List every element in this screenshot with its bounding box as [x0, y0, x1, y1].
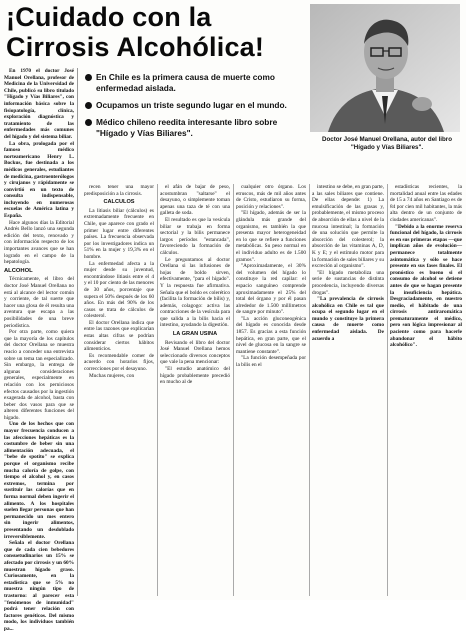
left-paragraph: Señala el doctor Orellana que de cada cien bebedores consuetudinarios un 15% se afectado por cirrosis y un 60% muestran hígado graso. Curiosamente, en la estadística que se 5% no muestra ningún tipo de trastorno: al parecer esta "fenómenos de inmunidad" podrá tener relación con factores genéticos. Del mismo modo, los individuos también pa...	[4, 540, 74, 632]
col3-paragraph: Revisando el libro del doctor José Manuel Orellana hemos seleccionado diversos conceptos que vale la pena mencionar:	[160, 339, 230, 366]
highlight-item	[84, 100, 306, 111]
left-paragraph: Uno de los hechos que con mayor frecuencia conducen a las afecciones hepáticas es la costumbre de beber sin una alimentación adecuada, el "bebe de spotito" se explica porque el organismo recibe mucha caloría de golpe, con tiempo el alcohol y, en casos extremos, termina por sustituir las calorías que en forma normal deben ingerir el alimento. A los hospitales suelen llegar personas que han permanecido un mes entero sin ingerir alimentos, presentando un desdoblado irreversiblemente.	[4, 421, 74, 540]
left-paragraph: La obra, prologada por el famoso médico norteamericano Henry L. Bockus, fue destinada a los médicos generales, estudiantes de medicina, gastroenterólogos y cirujanos y rápidamente se convirtió en un texto de consulta indispensable, incluyendo en numerosas escuelas de América latina y España.	[4, 140, 74, 220]
col2-paragraph: Muchas mujeres, con	[89, 372, 135, 379]
headline-line-2: Cirrosis Alcohólica!	[6, 32, 265, 62]
col3-paragraph: "El estudio anatómico del hígado probablemente precedió en mucho al de	[160, 366, 230, 386]
col4-paragraph: "La función desempeñada por la bilis en el	[236, 355, 306, 369]
headline-line-1: ¡Cuidado con la	[6, 2, 212, 32]
col2-paragraph: Es recomendable comer de acuerdo con horarios fijos, correcciones por el desayuno.	[84, 352, 154, 373]
author-photo	[310, 4, 460, 132]
section-title-alcohol: ALCOHOL	[4, 267, 33, 274]
col5-paragraph: intestino se debe, en gran parte, a las sales biliares que contiene. De ellas depende: 1) La emulsificación de las grasas y, probablemente, el mismo proceso de absorción de ellas a nivel de la mucosa intestinal; la formación de una solución que permite la absorción del colesterol; la absorción de las vitaminas A, D, K y E; y el estímulo motor para la formación de sales biliares y su excreción al organismo".	[312, 184, 384, 270]
left-paragraph: En 1970 el doctor José Manuel Orellana, profesor de Medicina de la Universidad de Chile, publicó su libro titulado "Hígado y Vías Biliares", con información básica sobre la fisiopatología, clínica, exploración diagnóstica y tratamiento de las enfermedades más comunes del hígado y del sistema biliar.	[4, 68, 74, 140]
col4-paragraph: "La acción gluconeogénica del hígado es conocida desde 1857. Es gracias a esta función hepática, en gran parte, que el nivel de glucosa en la sangre se mantiene constante".	[236, 315, 306, 355]
left-paragraph: Por otra parte, como quiera que la mayoría de los capítulos del doctor Orellana se muestra reacio a conceder una entrevista sobre un tema tan especializado. Sin embargo, la entrega de algunas consideraciones generales, especialmente en relación con los perniciosos efectos causados por la ingestión exagerada de alcohol, basta con beber dos vasos para que se alteren diferentes funciones del hígado.	[4, 329, 74, 421]
bullet-icon	[85, 102, 92, 109]
column-divider	[387, 184, 388, 596]
column-divider	[309, 184, 310, 596]
col4-paragraph: "El hígado, además de ser la glándula más grande del organismo, es también la que presenta mayor heterogeneidad en lo que se refiere a funciones metabólicas. Su peso normal en el individuo adulto es de 1.500 gramos".	[236, 210, 306, 263]
left-paragraph: Técnicamente, el libro del doctor José Manuel Orellana no está al alcance del lector común y corriente, de tal suerte que hacer una glosa de él resulta una aventura que escapa a las posibilidades de una breve periodística.	[4, 276, 74, 329]
column-4	[236, 184, 306, 596]
column-divider	[157, 184, 158, 596]
column-5	[312, 184, 384, 596]
highlight-text: Ocupamos un triste segundo lugar en el mundo.	[96, 100, 287, 110]
left-column	[4, 68, 78, 632]
highlight-text: Médico chileno reedita interesante libro sobre "Hígado y Vías Biliares".	[96, 117, 278, 138]
col4-paragraph: cualquier otro órgano. Los etruscos, más de mil años antes de Cristo, estudiaron su forma, posición y relaciones".	[236, 184, 306, 210]
col6-paragraph: estadísticas recientes, la mortalidad anual entre las edades de 15 a 74 años en Santiago es de 84 por cien mil habitantes, la más alta dentro de un conjunto de ciudades americanas".	[390, 184, 462, 223]
left-paragraph: Hace algunos días la Editorial Andrés Bello lanzó una segunda edición del texto, renovado y con información respecto de los importantes avances que se han logrado en el campo de la hepatología.	[4, 219, 74, 266]
highlight-item	[84, 117, 306, 139]
col5-paragraph: "La prevalencia de cirrosis alcohólica en Chile es tal que ocupa el segundo lugar en el mundo y constituye la primera causa de muerte como enfermedad aislada. De acuerdo a	[312, 296, 384, 342]
column-6	[390, 184, 462, 596]
column-divider	[233, 184, 234, 596]
photo-caption: Doctor José Manuel Orellana, autor del libro "Hígado y Vías Biliares".	[322, 136, 452, 151]
col5-paragraph: "El hígado metaboliza una serie de sustancias de distinta procedencia, incluyendo diversas drogas".	[312, 269, 384, 296]
col3-paragraph: El resultado es que la vesícula biliar se trabaja en forma sectorial y la bilis permanece largos períodos "estancada", favoreciendo la formación de cálculos.	[160, 216, 230, 256]
headline	[6, 2, 306, 62]
bullet-icon	[85, 74, 92, 81]
col2-paragraph: La litiasis biliar (cálculos) es extremadamente frecuente en Chile, que aparece con grado el primer lugar entre diferentes países. La frecuencia observada por los investigadores indica un 51% en la mujer y 19,3% en el hombre.	[84, 207, 154, 260]
col2-paragraph: El doctor Orellana indica que entre las razones que explicarían estas altas cifras se podrían considerar ciertos hábitos alimenticios.	[84, 319, 154, 353]
bullet-icon	[85, 119, 92, 126]
subhead-calculos: CALCULOS	[103, 199, 135, 206]
col2-paragraph: La enfermedad afecta a la mujer desde su juventud, encontrándose litiasis entre el 4 y el 10 por ciento de las menores de 30 años, porcentaje que supera el 50% después de los 60 años. En más del 90% de los casos se trata de cálculos de colesterol.	[84, 260, 154, 320]
column-2	[84, 184, 154, 596]
highlight-item	[84, 72, 306, 94]
col2-paragraph: recen tener una mayor predisposición a la cirrosis.	[84, 184, 154, 197]
col3-paragraph: el afán de bajar de peso, acostumbran "saltarse" el desayuno, o simplemente toman apenas una taza de té con una galleta de soda.	[160, 184, 230, 217]
col4-paragraph: "Aproximadamente, el 30% del volumen del hígado lo constituye la red capilar: el espacio sanguíneo comprende aproximadamente el 25% del total del órgano y por él pasan alrededor de 1.500 millimetros de sangre por minuto".	[236, 263, 306, 316]
highlights-box	[84, 72, 306, 180]
col6-paragraph: "Debido a la enorme reserva funcional del hígado, la cirrosis es en sus primeras etapas —que implican años de evolución— permanece totalmente asintomática y sólo se hace presente en sus fases finales. El pronóstico es bueno si el consumo de alcohol se detiene antes de que se hagan presente la insuficiencia hepática. Desgraciadamente, en nuestro medio, el hábitado de una cirrosis antiraromática prematuramente el médico, pero son lógica impresionar al paciente como para hacerle abandonar el hábito alcohólico".	[390, 223, 462, 349]
col3-paragraph: Le preguntamos al doctor Orellana si las infusiones de hojas de boldo sirven, efectivamente, "para el hígado". Y la respuesta fue afirmativa. Señala que el boldo es colerético (facilita la formación de bilis) y, además, colagogo: activa las contracciones de la vesícula para que salida a la bilis hacia el intestino, ayudando la digestión.	[160, 256, 230, 329]
highlight-text: En Chile es la primera causa de muerte como enfermedad aislada.	[96, 72, 275, 93]
column-3	[160, 184, 230, 596]
subhead-gran-usina: LA GRAN USINA	[172, 331, 218, 338]
